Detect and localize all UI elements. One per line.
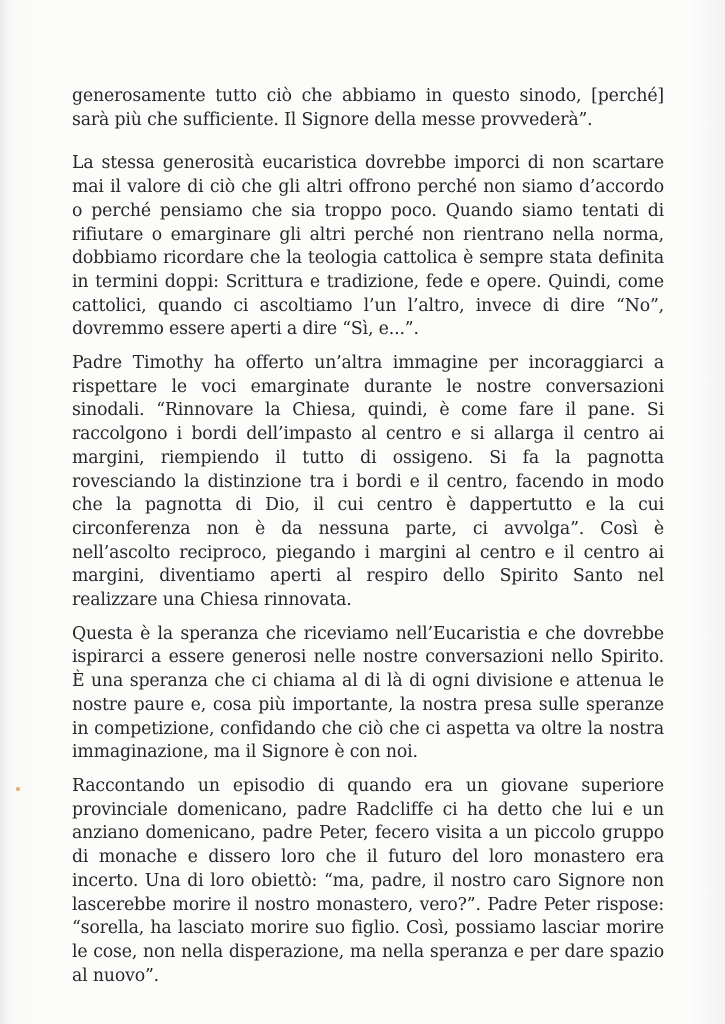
document-body <box>72 85 664 1008</box>
paragraph-eucharistic-generosity: La stessa generosità eucaristica dovrebbe imporci di non scartare mai il valore di ciò che gli altri offrono perché non siamo d’accordo o perché pensiamo che sia troppo poco. Quando siamo tentati di rifiutare o emarginare gli altri perché non rientrano nella norma, dobbiamo ricordare che la teologia cattolica è sempre stata definita in termini doppi: Scrittura e tradizione, fede e opere. Quindi, come cattolici, quando ci ascoltiamo l’un l’altro, invece di dire “No”, dovremmo essere aperti a dire “Sì, e...”. <box>72 153 664 340</box>
paragraph-bread-image: Padre Timothy ha offerto un’altra immagine per incoraggiarci a rispettare le voci emarginate durante le nostre conversazioni sinodali. “Rinnovare la Chiesa, quindi, è come fare il pane. Si raccolgono i bordi dell’impasto al centro e si allarga il centro ai margini, riempiendo il tutto di ossigeno. Si fa la pagnotta rovesciando la distinzione tra i bordi e il centro, facendo in modo che la pagnotta di Dio, il cui centro è dappertutto e la cui circonferenza non è da nessuna parte, ci avvolga”. Così è nell’ascolto reciproco, piegando i margini al centro e il centro ai margini, diventiamo aperti al respiro dello Spirito Santo nel realizzare una Chiesa rinnovata. <box>72 353 664 611</box>
paragraph-continuation: generosamente tutto ciò che abbiamo in questo sinodo, [perché] sarà più che sufficiente. Il Signore della messe provvederà”. <box>72 86 664 130</box>
paragraph-hope: Questa è la speranza che riceviamo nell’Eucaristia e che dovrebbe ispirarci a essere generosi nelle nostre conversazioni nello Spirito. È una speranza che ci chiama al di là di ogni divisione e attenua le nostre paure e, cosa più importante, la nostra presa sulle speranze in competizione, confidando che ciò che ci aspetta va oltre la nostra immaginazione, ma il Signore è con noi. <box>72 623 664 763</box>
scan-speck <box>16 787 20 791</box>
paragraph-radcliffe-episode: Raccontando un episodio di quando era un giovane superiore provinciale domenicano, padre Radcliffe ci ha detto che lui e un anziano domenicano, padre Peter, fecero visita a un piccolo gruppo di monache e dissero loro che il futuro del loro monastero era incerto. Una di loro obiettò: “ma, padre, il nostro caro Signore non lascerebbe morire il nostro monastero, vero?”. Padre Peter rispose: “sorella, ha lasciato morire suo figlio. Così, possiamo lasciar morire le cose, non nella disperazione, ma nella speranza e per dare spazio al nuovo”. <box>72 775 664 986</box>
